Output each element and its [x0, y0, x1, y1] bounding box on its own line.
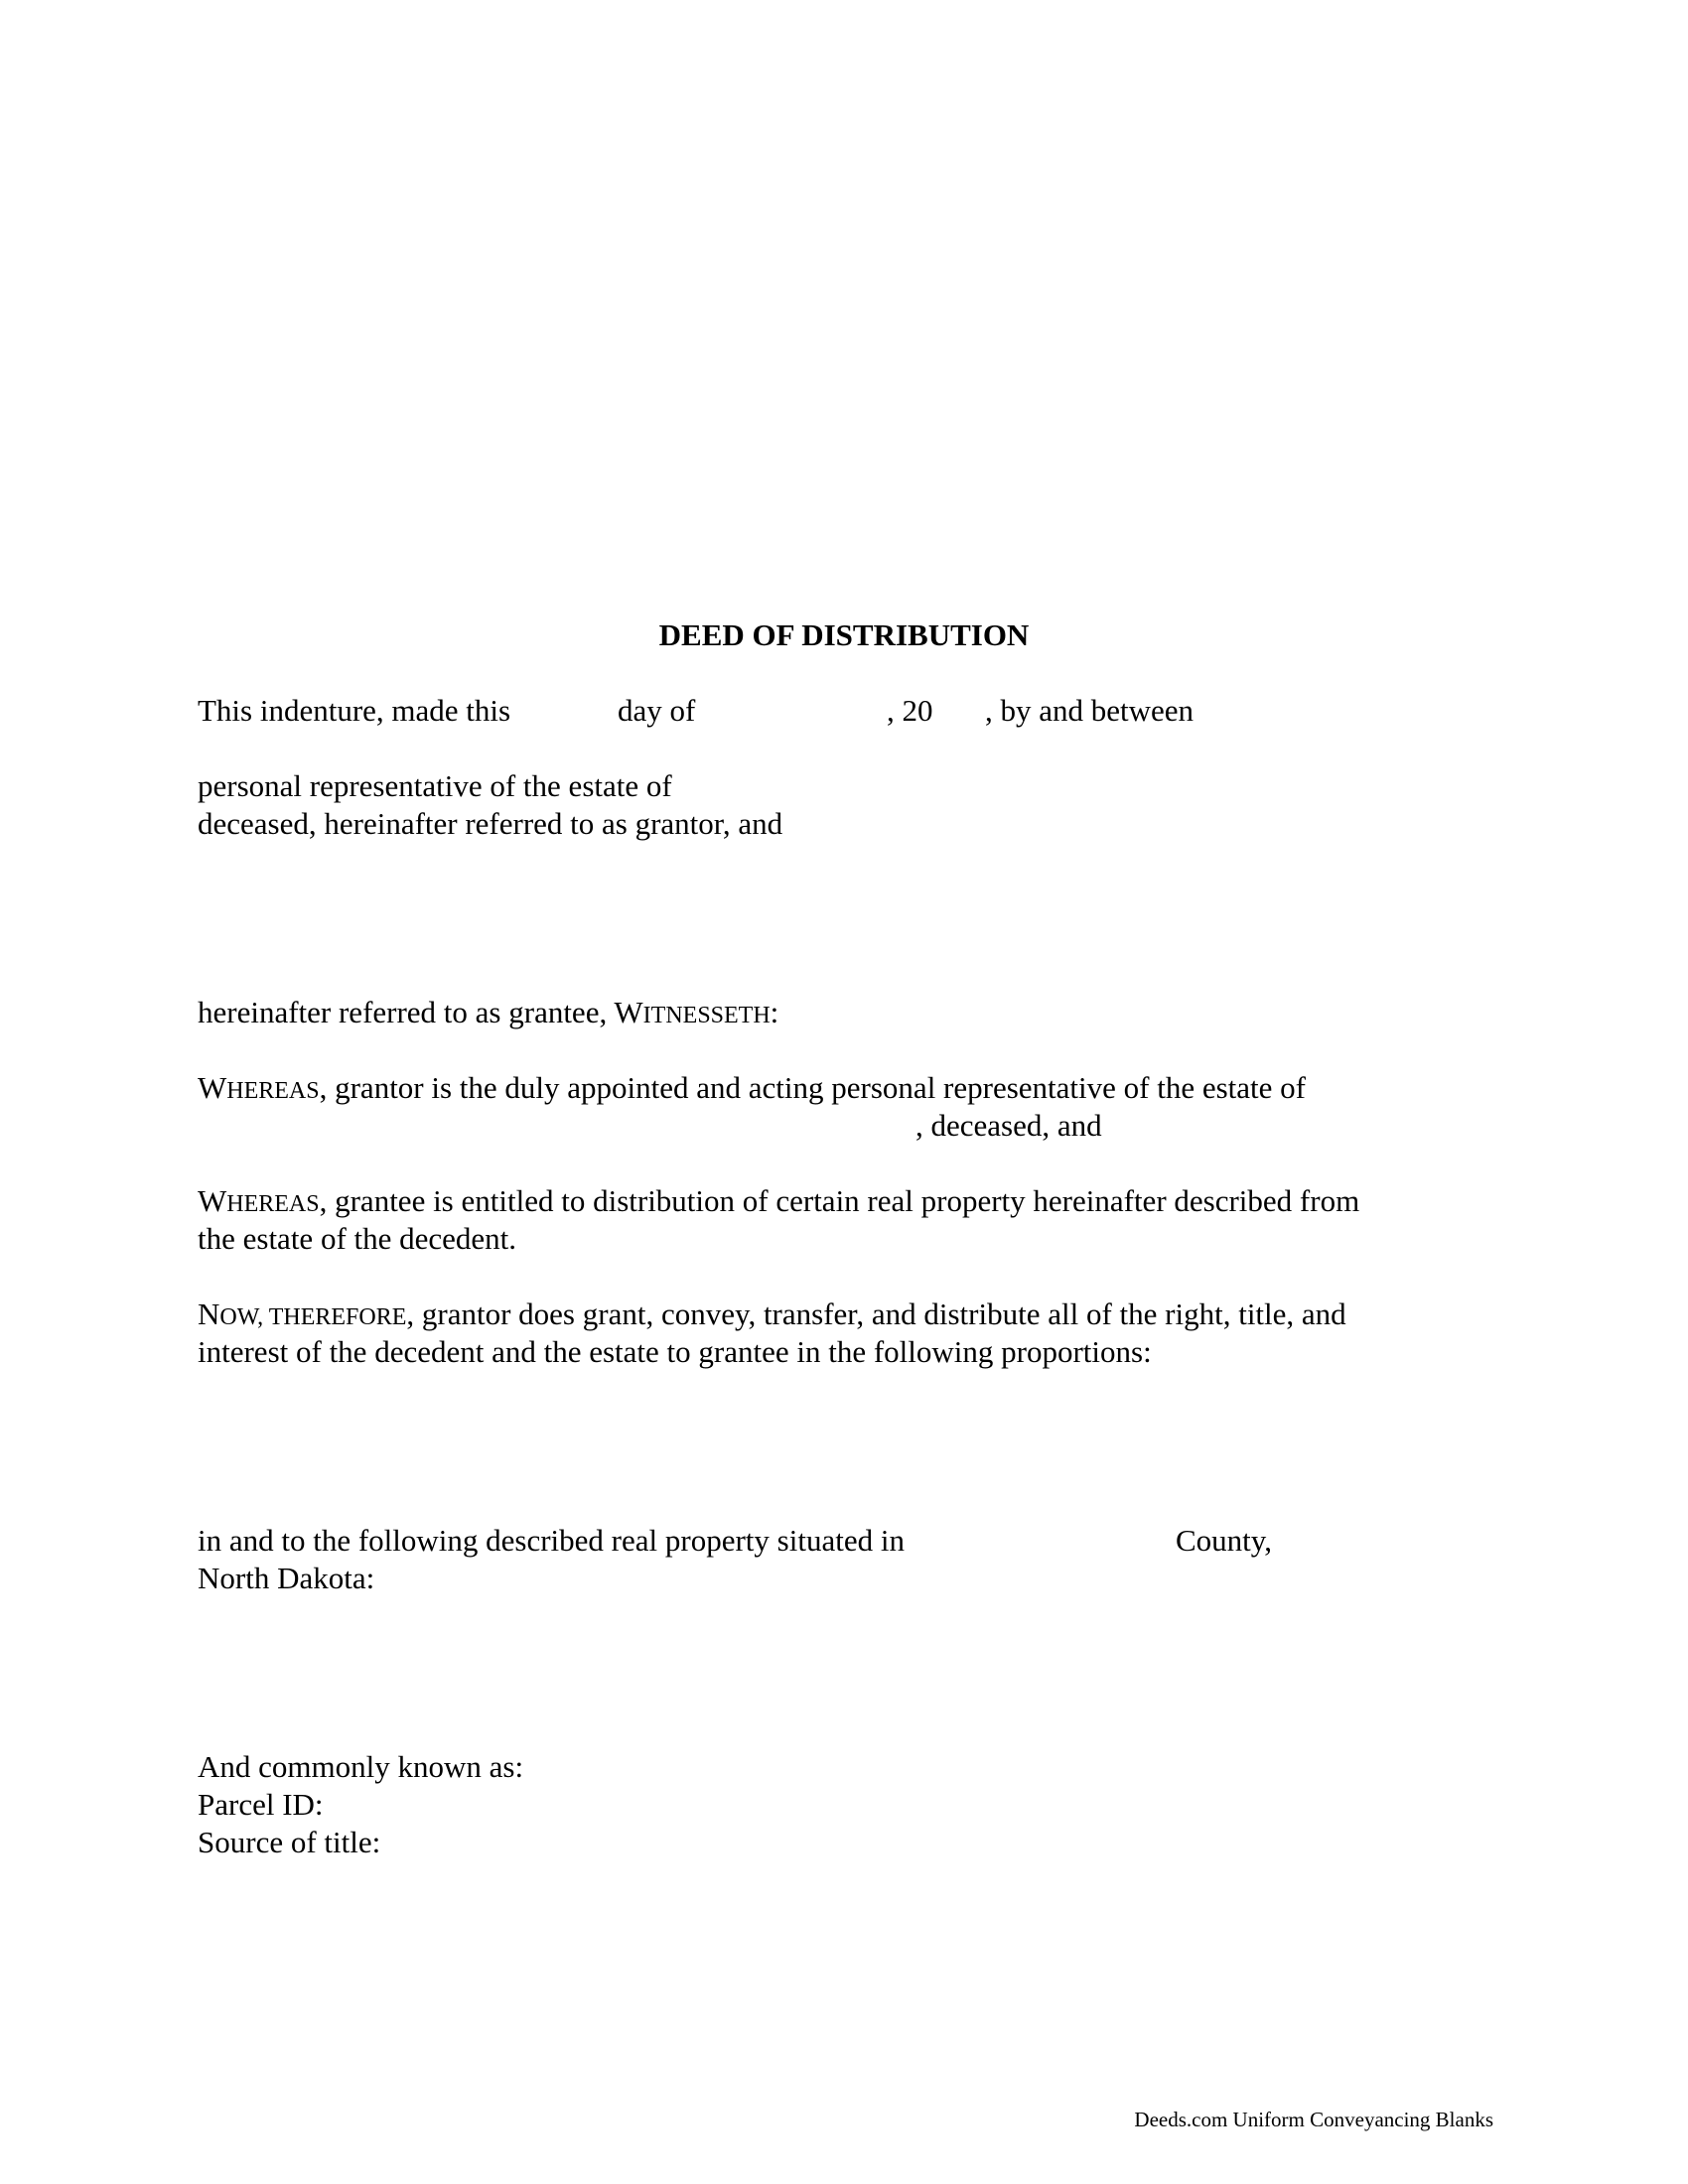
whereas-2-first: W: [198, 1183, 227, 1218]
now-therefore-text: , grantor does grant, convey, transfer, and distribute all of the right, title, and: [406, 1297, 1346, 1331]
whereas-1-first: W: [198, 1070, 227, 1105]
property-line-2: North Dakota:: [198, 1561, 375, 1595]
now-rest: OW: [219, 1304, 258, 1330]
indenture-made-this: This indenture, made this: [198, 693, 511, 728]
indenture-year-prefix: , 20: [887, 693, 933, 728]
indenture-day-of: day of: [618, 693, 696, 728]
now-therefore-line-1: [198, 1296, 1346, 1336]
whereas-2-rest: HEREAS: [226, 1191, 320, 1217]
whereas-2-text: , grantee is entitled to distribution of certain real property hereinafter described from: [319, 1183, 1360, 1218]
whereas-1-line-1: [198, 1069, 1306, 1110]
now-first: N: [198, 1297, 220, 1331]
whereas-2-line-1: [198, 1182, 1359, 1223]
grantor-line-1: personal representative of the estate of: [198, 768, 672, 803]
parcel-id: Parcel ID:: [198, 1787, 324, 1822]
whereas-2-line-2: the estate of the decedent.: [198, 1221, 517, 1256]
grantor-line-2: deceased, hereinafter referred to as grantor, and: [198, 806, 783, 841]
whereas-1-rest: HEREAS: [226, 1078, 320, 1104]
whereas-1-line-2: , deceased, and: [915, 1108, 1102, 1143]
whereas-1-text: , grantor is the duly appointed and acting personal representative of the estate of: [319, 1070, 1306, 1105]
witnesseth-rest: ITNESSETH: [642, 1003, 771, 1028]
footer-text: Deeds.com Uniform Conveyancing Blanks: [1134, 2108, 1493, 2131]
indenture-by-and-between: , by and between: [985, 693, 1195, 728]
grantee-line: [198, 994, 778, 1034]
witnesseth-colon: :: [770, 995, 779, 1029]
document-title: DEED OF DISTRIBUTION: [658, 617, 1030, 652]
source-of-title: Source of title:: [198, 1825, 381, 1859]
grantee-text: hereinafter referred to as grantee,: [198, 995, 615, 1029]
property-line-1: in and to the following described real property situated in: [198, 1523, 905, 1558]
commonly-known-as: And commonly known as:: [198, 1749, 524, 1784]
witnesseth-first: W: [614, 995, 643, 1029]
property-county: County,: [1176, 1523, 1273, 1558]
now-therefore-line-2: interest of the decedent and the estate to grantee in the following proportions:: [198, 1334, 1152, 1369]
therefore-word: , THEREFORE: [257, 1304, 407, 1330]
